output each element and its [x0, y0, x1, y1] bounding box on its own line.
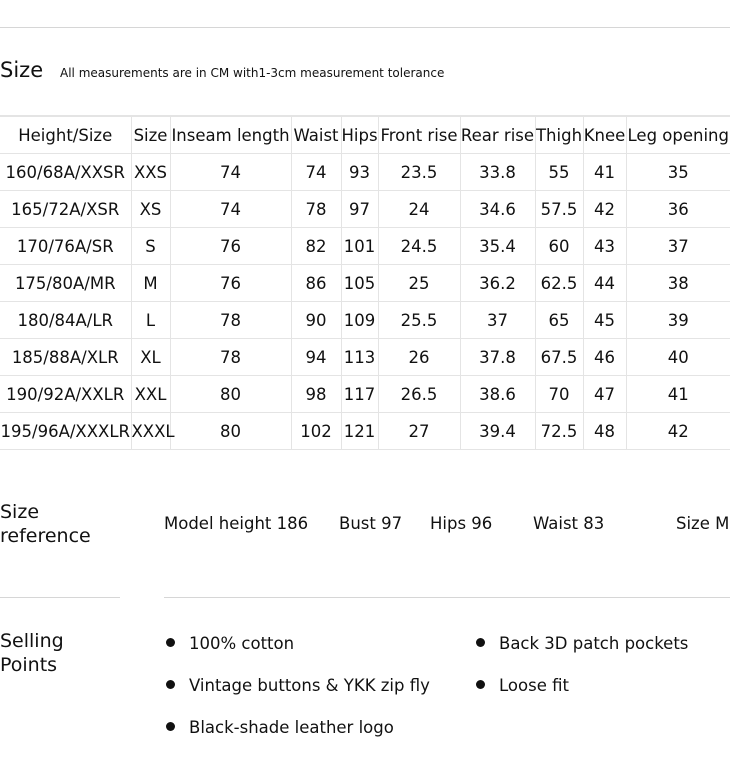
size-reference-label — [0, 500, 91, 548]
table-cell: 26.5 — [378, 376, 460, 413]
bullet-dot — [476, 638, 485, 647]
table-cell: 25.5 — [378, 302, 460, 339]
table-cell: 180/84A/LR — [0, 302, 131, 339]
model-waist: Waist 83 — [533, 514, 605, 533]
table-cell: 46 — [583, 339, 626, 376]
table-cell: XXL — [131, 376, 170, 413]
table-cell: 45 — [583, 302, 626, 339]
table-cell: 24 — [378, 191, 460, 228]
top-divider — [0, 27, 730, 28]
table-cell: 175/80A/MR — [0, 265, 131, 302]
header-rear-rise: Rear rise — [460, 117, 535, 154]
table-cell: 47 — [583, 376, 626, 413]
table-cell: 40 — [626, 339, 730, 376]
table-cell: 94 — [291, 339, 341, 376]
header-knee: Knee — [583, 117, 626, 154]
table-cell: XL — [131, 339, 170, 376]
table-cell: XXXL — [131, 413, 170, 450]
table-cell: 41 — [626, 376, 730, 413]
table-cell: 80 — [170, 413, 291, 450]
table-cell: 37.8 — [460, 339, 535, 376]
selling-point-text: Loose fit — [499, 676, 569, 695]
table-cell: XXS — [131, 154, 170, 191]
table-cell: 25 — [378, 265, 460, 302]
table-cell: 70 — [535, 376, 583, 413]
model-size: Size M — [676, 514, 730, 533]
table-cell: 26 — [378, 339, 460, 376]
table-cell: 165/72A/XSR — [0, 191, 131, 228]
table-cell: 35.4 — [460, 228, 535, 265]
table-cell: M — [131, 265, 170, 302]
table-row — [0, 228, 730, 265]
table-header-row — [0, 117, 730, 154]
selling-point — [166, 676, 430, 695]
selling-point-text: Black-shade leather logo — [189, 718, 394, 737]
table-cell: 34.6 — [460, 191, 535, 228]
table-cell: 43 — [583, 228, 626, 265]
table-row — [0, 191, 730, 228]
bullet-dot — [166, 638, 175, 647]
selling-point — [166, 634, 294, 653]
table-cell: 109 — [341, 302, 378, 339]
table-cell: 98 — [291, 376, 341, 413]
selling-point-text: 100% cotton — [189, 634, 295, 653]
table-cell: 62.5 — [535, 265, 583, 302]
table-cell: L — [131, 302, 170, 339]
table-cell: XS — [131, 191, 170, 228]
measurement-note: All measurements are in CM with1-3cm measurement tolerance — [60, 66, 445, 80]
table-cell: 42 — [626, 413, 730, 450]
table-cell: 38 — [626, 265, 730, 302]
selling-point-text: Vintage buttons & YKK zip fly — [189, 676, 430, 695]
table-cell: 170/76A/SR — [0, 228, 131, 265]
table-cell: 190/92A/XXLR — [0, 376, 131, 413]
header-hips: Hips — [341, 117, 378, 154]
table-cell: 38.6 — [460, 376, 535, 413]
table-cell: 74 — [170, 191, 291, 228]
table-cell: 24.5 — [378, 228, 460, 265]
selling-point — [166, 718, 394, 737]
selling-point — [476, 634, 688, 653]
table-cell: 23.5 — [378, 154, 460, 191]
table-cell: S — [131, 228, 170, 265]
selling-divider-left — [0, 597, 120, 598]
table-cell: 76 — [170, 265, 291, 302]
header-size: Size — [131, 117, 170, 154]
table-cell: 39 — [626, 302, 730, 339]
selling-divider-right — [164, 597, 730, 598]
size-chart-table — [0, 116, 730, 450]
table-cell: 160/68A/XXSR — [0, 154, 131, 191]
table-cell: 42 — [583, 191, 626, 228]
table-cell: 117 — [341, 376, 378, 413]
table-cell: 102 — [291, 413, 341, 450]
selling-point-text: Back 3D patch pockets — [499, 634, 689, 653]
table-cell: 90 — [291, 302, 341, 339]
table-cell: 55 — [535, 154, 583, 191]
table-cell: 105 — [341, 265, 378, 302]
table-cell: 39.4 — [460, 413, 535, 450]
table-cell: 37 — [626, 228, 730, 265]
table-cell: 76 — [170, 228, 291, 265]
size-reference-label-line2: reference — [0, 525, 91, 547]
table-cell: 86 — [291, 265, 341, 302]
table-cell: 33.8 — [460, 154, 535, 191]
header-inseam-length: Inseam length — [170, 117, 291, 154]
table-cell: 36.2 — [460, 265, 535, 302]
table-row — [0, 265, 730, 302]
bullet-dot — [166, 722, 175, 731]
header-waist: Waist — [291, 117, 341, 154]
table-cell: 74 — [291, 154, 341, 191]
table-cell: 74 — [170, 154, 291, 191]
table-cell: 93 — [341, 154, 378, 191]
table-cell: 78 — [291, 191, 341, 228]
table-cell: 41 — [583, 154, 626, 191]
table-cell: 60 — [535, 228, 583, 265]
size-section-title: Size — [0, 58, 44, 82]
table-cell: 72.5 — [535, 413, 583, 450]
selling-point — [476, 676, 569, 695]
selling-points-label-line2: Points — [0, 654, 58, 676]
table-cell: 78 — [170, 302, 291, 339]
table-row — [0, 302, 730, 339]
size-reference-label-line1: Size — [0, 501, 40, 523]
table-cell: 67.5 — [535, 339, 583, 376]
selling-points-label — [0, 629, 64, 677]
model-bust: Bust 97 — [339, 514, 403, 533]
table-cell: 37 — [460, 302, 535, 339]
table-cell: 65 — [535, 302, 583, 339]
table-row — [0, 154, 730, 191]
bullet-dot — [166, 680, 175, 689]
table-cell: 195/96A/XXXLR — [0, 413, 131, 450]
table-cell: 101 — [341, 228, 378, 265]
selling-points-label-line1: Selling — [0, 630, 64, 652]
table-row — [0, 339, 730, 376]
table-cell: 35 — [626, 154, 730, 191]
table-cell: 78 — [170, 339, 291, 376]
model-hips: Hips 96 — [430, 514, 493, 533]
table-cell: 185/88A/XLR — [0, 339, 131, 376]
table-row — [0, 413, 730, 450]
table-cell: 80 — [170, 376, 291, 413]
table-cell: 121 — [341, 413, 378, 450]
table-cell: 97 — [341, 191, 378, 228]
bullet-dot — [476, 680, 485, 689]
header-thigh: Thigh — [535, 117, 583, 154]
header-front-rise: Front rise — [378, 117, 460, 154]
table-cell: 57.5 — [535, 191, 583, 228]
model-height: Model height 186 — [164, 514, 309, 533]
table-cell: 27 — [378, 413, 460, 450]
table-cell: 113 — [341, 339, 378, 376]
table-cell: 44 — [583, 265, 626, 302]
header-height-size: Height/Size — [0, 117, 131, 154]
header-leg-opening: Leg opening — [626, 117, 730, 154]
table-cell: 82 — [291, 228, 341, 265]
table-cell: 36 — [626, 191, 730, 228]
table-row — [0, 376, 730, 413]
table-cell: 48 — [583, 413, 626, 450]
